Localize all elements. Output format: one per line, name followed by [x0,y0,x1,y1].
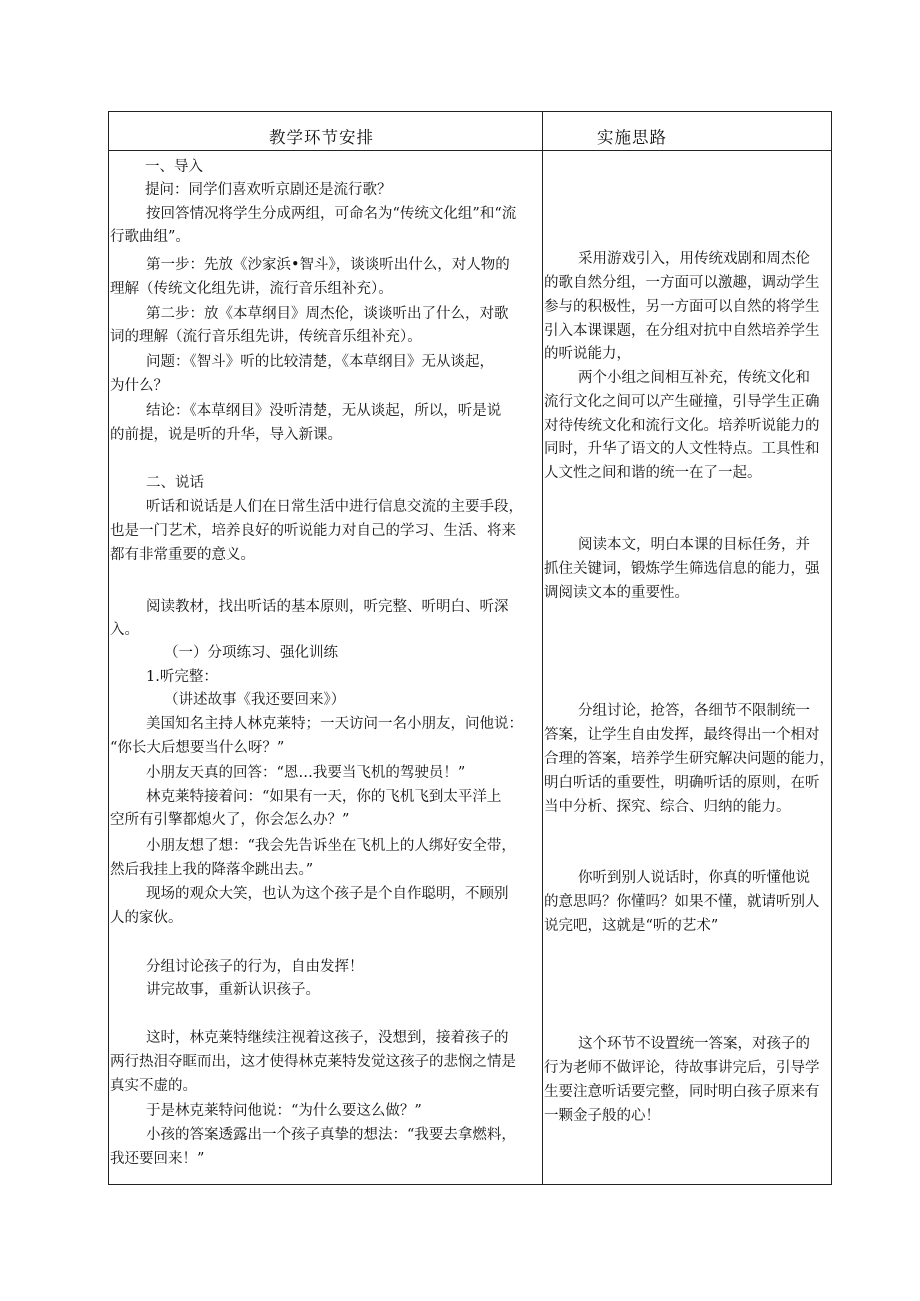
left-line: 听话和说话是人们在日常生活中进行信息交流的主要手段， [146,499,523,515]
left-line: 一、导入 [145,159,203,175]
left-line: 入。 [110,622,139,638]
right-line: 的意思吗？你懂吗？如果不懂，就请听别人 [544,894,820,910]
left-line: 行歌曲组”。 [110,229,190,245]
right-line: 答案，让学生自由发挥，最终得出一个相对 [544,727,820,743]
left-line: 这时，林克莱特继续注视着这孩子，没想到，接着孩子的 [146,1030,509,1046]
left-line: 1.听完整： [146,669,218,685]
left-line: 第一步：先放《沙家浜•智斗》，谈谈听出什么，对人物的 [146,257,510,273]
left-line: 的前提，说是听的升华，导入新课。 [110,427,342,443]
left-line: 都有非常重要的意义。 [110,547,255,563]
right-line: 你听到别人说话时，你真的听懂他说 [578,870,810,886]
right-line: 说完吧，这就是“听的艺术” [544,918,719,934]
right-line: 当中分析、探究、综合、归纳的能力。 [544,799,791,815]
left-line: 按回答情况将学生分成两组，可命名为“传统文化组”和“流 [146,206,517,222]
right-line: 两个小组之间相互补充，传统文化和 [578,370,810,386]
left-line: 二、说话 [146,475,204,491]
left-line: 小朋友天真的回答：“恩…我要当飞机的驾驶员！” [146,765,466,781]
right-line: 同时，升华了语文的人文性特点。工具性和 [544,441,820,457]
left-line: 人的家伙。 [110,910,183,926]
left-line: 于是林克莱特问他说：“为什么要这么做？” [146,1103,422,1119]
right-line: 分组讨论，抢答，各细节不限制统一 [578,703,810,719]
left-line: 词的理解（流行音乐组先讲，传统音乐组补充）。 [110,329,422,345]
left-line: 美国知名主持人林克莱特；一天访问一名小朋友，问他说： [146,716,523,732]
left-line: 讲完故事，重新认识孩子。 [146,982,320,998]
header-divider [109,150,831,151]
left-line: 空所有引擎都熄火了，你会怎么办？” [110,812,350,828]
left-line: 分组讨论孩子的行为，自由发挥！ [146,959,364,975]
right-line: 生要注意听话要完整，同时明白孩子原来有 [544,1084,820,1100]
right-line: 采用游戏引入，用传统戏剧和周杰伦 [578,251,810,267]
column-divider [542,112,543,1184]
left-line: 阅读教材，找出听话的基本原则，听完整、听明白、听深 [146,599,509,615]
right-line: 引入本课课题，在分组对抗中自然培养学生 [544,323,820,339]
right-line: 参与的积极性，另一方面可以自然的将学生 [544,299,820,315]
left-line: 两行热泪夺眶而出，这才使得林克莱特发觉这孩子的悲悯之情是 [110,1054,516,1070]
header-teaching-steps: 教学环节安排 [269,128,374,147]
left-line: 我还要回来！” [110,1151,205,1167]
left-line: 为什么？ [110,378,168,394]
left-line: “你长大后想要当什么呀？” [110,740,285,756]
left-line: 也是一门艺术，培养良好的听说能力对自己的学习、生活、将来 [110,523,516,539]
right-line: 的歌自然分组，一方面可以激趣，调动学生 [544,275,820,291]
right-line: 流行文化之间可以产生碰撞，引导学生正确 [544,394,820,410]
left-line: 第二步：放《本草纲目》周杰伦，谈谈听出了什么，对歌 [146,306,509,322]
left-line: 然后我挂上我的降落伞跳出去。” [110,862,314,878]
left-line: 小孩的答案透露出一个孩子真挚的想法：“我要去拿燃料， [146,1127,516,1143]
right-line: 抓住关键词，锻炼学生筛选信息的能力，强 [544,561,820,577]
left-line: 问题：《智斗》听的比较清楚，《本草纲目》无从谈起， [146,354,494,370]
right-line: 人文性之间和谐的统一在了一起。 [544,465,762,481]
right-line: 调阅读文本的重要性。 [544,585,689,601]
left-line: 小朋友想了想：“我会先告诉坐在飞机上的人绑好安全带， [146,838,516,854]
right-line: 合理的答案，培养学生研究解决问题的能力， [544,751,834,767]
right-line: 行为老师不做评论，待故事讲完后，引导学 [544,1060,820,1076]
right-line: 的听说能力， [544,346,631,362]
right-line: 一颗金子般的心！ [544,1108,660,1124]
left-line: 真实不虚的。 [110,1078,197,1094]
left-line: 提问：同学们喜欢听京剧还是流行歌？ [145,182,392,198]
left-line: 现场的观众大笑，也认为这个孩子是个自作聪明，不顾别 [146,886,509,902]
left-line: （讲述故事《我还要回来》） [164,692,346,708]
header-implementation-ideas: 实施思路 [597,128,667,147]
left-line: 结论：《本草纲目》没听清楚，无从谈起，所以，听是说 [146,403,502,419]
right-line: 阅读本文，明白本课的目标任务，并 [578,537,810,553]
right-line: 明白听话的重要性，明确听话的原则，在听 [544,775,820,791]
right-line: 这个环节不设置统一答案，对孩子的 [578,1036,810,1052]
right-line: 对待传统文化和流行文化。培养听说能力的 [544,418,820,434]
left-line: 理解（传统文化组先讲，流行音乐组补充）。 [110,281,393,297]
left-line: 林克莱特接着问：“如果有一天，你的飞机飞到太平洋上 [146,789,502,805]
left-line: （一）分项练习、强化训练 [164,645,338,661]
